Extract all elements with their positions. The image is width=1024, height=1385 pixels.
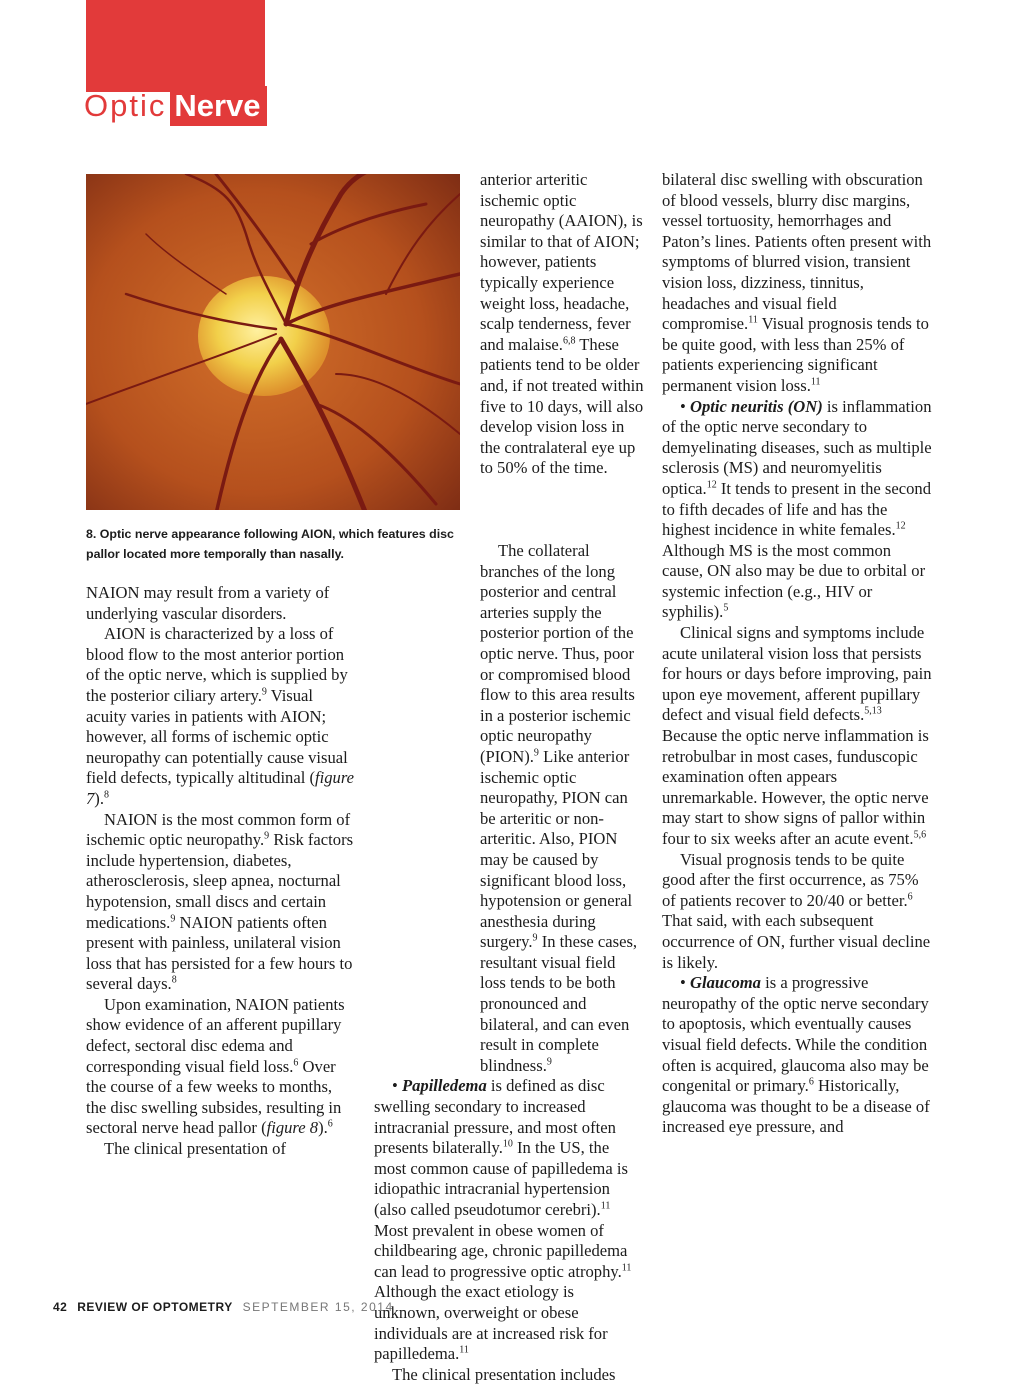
section-title-word2: Nerve [170,86,266,126]
figure-caption: 8. Optic nerve appearance following AION, which features disc pallor located more temporally than nasally. [86,527,454,561]
page-footer [53,1300,394,1314]
paragraph: NAION is the most common form of ischemic optic neuropathy.$^9$ Risk factors include hypertension, diabetes, atherosclerosis, sleep apnea, nocturnal hypotension, small discs and certain medications.$^9$ NAION patients often present with painless, unilateral vision loss that has persisted for a few hours to several days.$^8$ [86,809,354,994]
paragraph: Upon examination, NAION patients show evidence of an afferent pupillary defect, sectoral disc edema and corresponding visual field loss.$^6$ Over the course of a few weeks to months, the disc swelling subsides, resulting in sectoral nerve head pallor (figure 8).$^6$ [86,994,345,1138]
paragraph: • Glaucoma is a progressive neuropathy of the optic nerve secondary to apoptosis, which eventually causes visual field defects. While the condition often is acquired, glaucoma also may be congenital or primary.$^6$ Historically, glaucoma was thought to be a disease of increased eye pressure, and [662,973,930,1137]
fundus-photo [86,174,460,510]
figure-image [86,174,460,510]
section-title-word1: Optic [84,88,167,123]
figure-reference: figure 8 [266,1118,319,1138]
header-color-block [86,0,265,92]
paragraph: AION is characterized by a loss of blood flow to the most anterior portion of the optic nerve, which is supplied by the posterior ciliary artery.$^9$ Visual acuity varies in patients with AION; however, all forms of ischemic optic neuropathy can potentially cause visual field defects, typically altitudinal (figure 7).$^8$ [86,624,355,808]
term: Papilledema [401,1076,487,1096]
term: Glaucoma [689,973,761,993]
journal-name: REVIEW OF OPTOMETRY [77,1300,233,1314]
page-number: 42 [53,1300,68,1314]
paragraph: bilateral disc swelling with obscuration of blood vessels, blurry disc margins, vessel tortuosity, hemorrhages and Paton’s lines. Patients often present with symptoms of blurred vision, transient vision loss, dizziness, tinnitus, headaches and visual field compromise.$^{11}$ Visual prognosis tends to be quite good, with less than 25% of patients experiencing significant permanent vision loss.$^{11}$ [662,170,932,395]
column-1 [86,583,356,1160]
paragraph: • Optic neuritis (ON) is inflammation of the optic nerve secondary to demyelinating diseases, such as multiple sclerosis (MS) and neuromyelitis optica.$^{12}$ It tends to present in the second to fifth decades of life and has the highest incidence in white females.$^{12}$ Although MS is the most common cause, ON also may be due to orbital or systemic infection (e.g., HIV or syphilis).$^5$ [662,396,932,622]
paragraph: The collateral branches of the long posterior and central arteries supply the posterior portion of the optic nerve. Thus, poor or compromised blood flow to this area results in a posterior ischemic optic neuropathy (PION).$^9$ Like anterior ischemic optic neuropathy, PION can be arteritic or non-arteritic. Also, PION may be caused by significant blood loss, hypotension or general anesthesia during surgery.$^9$ In these cases, resultant visual field loss tends to be both pronounced and bilateral, and can even result in complete blindness.$^9$ [480,541,638,1075]
paragraph: Clinical signs and symptoms include acute unilateral vision loss that persists for hours or days before improving, pain upon eye movement, afferent pupillary defect and visual field defects.$^{5,13}$ Because the optic nerve inflammation is retrobulbar in most cases, funduscopic examination often appears unremarkable. However, the optic nerve may start to show signs of pallor within four to six weeks after an acute event.$^{5,6}$ [662,623,932,848]
paragraph: NAION may result from a variety of underlying vascular disorders. [86,583,330,623]
column-2-top [480,170,645,479]
figure-reference: figure 7 [86,768,355,808]
term: Optic neuritis (ON) [689,396,823,416]
section-title [84,86,267,128]
issue-date: SEPTEMBER 15, 2014 [242,1300,394,1314]
paragraph: The clinical presentation includes [392,1364,616,1384]
column-3 [662,170,934,1138]
paragraph: anterior arteritic ischemic optic neuropathy (AAION), is similar to that of AION; however, patients typically experience weight loss, headache, scalp tenderness, fever and malaise.$^{6,8}$ These patients tend to be older and, if not treated within five to 10 days, will also develop vision loss in the contralateral eye up to 50% of the time. [480,170,644,478]
paragraph: • Papilledema is defined as disc swelling secondary to increased intracranial pressure, and most often presents bilaterally.$^{10}$ In the US, the most common cause of papilledema is idiopathic intracranial hypertension (also called pseudotumor cerebri).$^{11}$ Most prevalent in obese women of childbearing age, chronic papilledema can lead to progressive optic atrophy.$^{11}$ Although the exact etiology is unknown, overweight or obese individuals are at increased risk for papilledema.$^{11}$ [374,1076,632,1364]
paragraph: Visual prognosis tends to be quite good after the first occurrence, as 75% of patients recover to 20/40 or better.$^6$ That said, with each subsequent occurrence of ON, further visual decline is likely. [662,849,931,972]
column-2 [374,541,642,1385]
paragraph: The clinical presentation of [104,1139,286,1159]
